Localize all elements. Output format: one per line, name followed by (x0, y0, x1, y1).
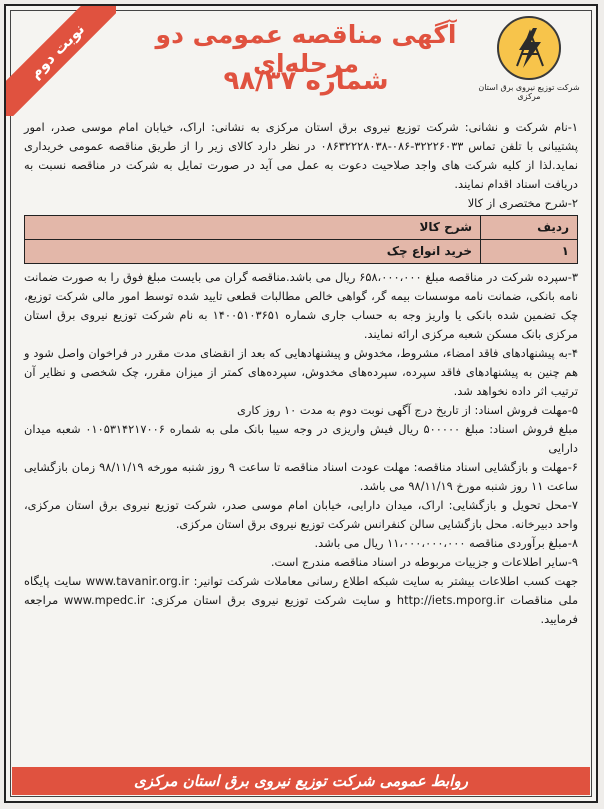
contact-mid: سایت پایگاه ملی مناقصات (24, 574, 579, 607)
section-2: ۲-شرح مختصری از کالا (467, 196, 578, 210)
section-5-fee: مبلغ فروش اسناد: مبلغ ۵۰۰۰۰۰ ریال فیش واریزی در وجه سیبا بانک ملی به شماره ۰۱۰۵۳۱۴۲۱۷۰۰۶ شعبه میدان دارایی (24, 422, 579, 455)
header-description: شرح کالا (25, 216, 481, 240)
tavanir-link[interactable]: www.tavanir.org.ir (85, 574, 190, 588)
notice-title: آگهی مناقصه عمومی دو مرحله‌ای (155, 20, 457, 78)
table-header-row (25, 216, 578, 240)
logo-caption: شرکت توزیع نیروی برق استان مرکزی (478, 83, 580, 101)
notice-body (24, 118, 578, 629)
contact-company: و سایت شرکت توزیع نیروی برق استان مرکزی: (150, 593, 392, 607)
contact-intro: جهت کسب اطلاعات بیشتر به سایت شبکه اطلاع رسانی معاملات شرکت توانیر: (193, 574, 579, 588)
goods-table (24, 215, 578, 264)
cell-description: خرید انواع چک (25, 240, 481, 264)
company-logo (474, 16, 584, 106)
contact-info (24, 572, 578, 629)
section-8: ۸-مبلغ برآوردی مناقصه ۱۱،۰۰۰،۰۰۰،۰۰۰ ریال می باشد. (314, 536, 578, 550)
ribbon-label: نوبت دوم (6, 6, 116, 116)
section-4: ۴-به پیشنهادهای فاقد امضاء، مشروط، مخدوش و پیشنهادهایی که بعد از انقضای مدت مقرر در فراخوان واصل شود و هم چنین به پیشنهادهای فاقد سپرده، سپرده‌های مخدوش، سپرده‌های کمتر از میزان مقرر، چک شخصی و نظایر آن ترتیب اثر داده نخواهد شد. (24, 346, 578, 398)
section-7: ۷-محل تحویل و بازگشایی: اراک، میدان دارایی، خیابان امام موسی صدر، شرکت توزیع نیروی برق استان مرکزی، واحد دبیرخانه. محل بازگشایی سالن کنفرانس شرکت توزیع نیروی برق استان مرکزی. (24, 498, 578, 531)
section-6: ۶-مهلت و بازگشایی اسناد مناقصه: مهلت عودت اسناد مناقصه تا ساعت ۹ روز شنبه مورخه ۹۸/۱۱/۱۹ زمان بازگشایی ساعت ۱۱ روز شنبه مورخ ۹۸/۱۱/۱۹ می باشد. (24, 460, 578, 493)
section-1: ۱-نام شرکت و نشانی: شرکت توزیع نیروی برق استان مرکزی به نشانی: اراک، خیابان امام موسی صدر، امور پشتیبانی با تلفن تماس ۳۲۲۲۶۰۳۳-۰۸۶-۰۸۶۳۲۲۲۸۰۳۸ در نظر دارد کالای زیر را از طریق مناقصه عمومی خریداری نماید.لذا از کلیه شرکت های واجد صلاحیت دعوت به عمل می آید در صورت تمایل به شرکت در مناقصه نسبت به دریافت اسناد اقدام نمایند. (24, 120, 578, 191)
table-row (25, 240, 578, 264)
public-relations-footer: روابط عمومی شرکت توزیع نیروی برق استان مرکزی (12, 767, 590, 795)
header-row-number: ردیف (481, 216, 578, 240)
section-9: ۹-سایر اطلاعات و جزییات مربوطه در اسناد مناقصه مندرج است. (270, 555, 578, 569)
mpedc-link[interactable]: www.mpedc.ir (64, 593, 145, 607)
iets-link[interactable]: http://iets.mporg.ir (396, 593, 505, 607)
notice-page (4, 4, 598, 803)
cell-row-number: ۱ (481, 240, 578, 264)
section-5: ۵-مهلت فروش اسناد: از تاریخ درج آگهی نوبت دوم به مدت ۱۰ روز کاری (236, 403, 578, 417)
corner-ribbon (6, 6, 116, 116)
notice-number: شماره ۹۸/۳۷ (223, 66, 389, 96)
electric-bolt-tower-icon (497, 16, 561, 80)
contact-end: مراجعه فرمایید. (24, 593, 578, 626)
section-3: ۳-سپرده شرکت در مناقصه مبلغ ۶۵۸،۰۰۰،۰۰۰ ریال می باشد.مناقصه گران می بایست مبلغ فوق را به صورت ضمانت نامه بانکی، ضمانت نامه موسسات بیمه گر، گواهی خالص مطالبات قطعی تایید شده توسط امور مالی شرکت توزیع، چک تضمین شده بانکی یا واریز وجه به حساب جاری شماره ۱۴۰۰۵۱۰۳۶۵۱ به نام شرکت توزیع نیروی برق استان مرکزی بانک مسکن شعبه مرکزی ارائه نمایند. (24, 270, 578, 341)
